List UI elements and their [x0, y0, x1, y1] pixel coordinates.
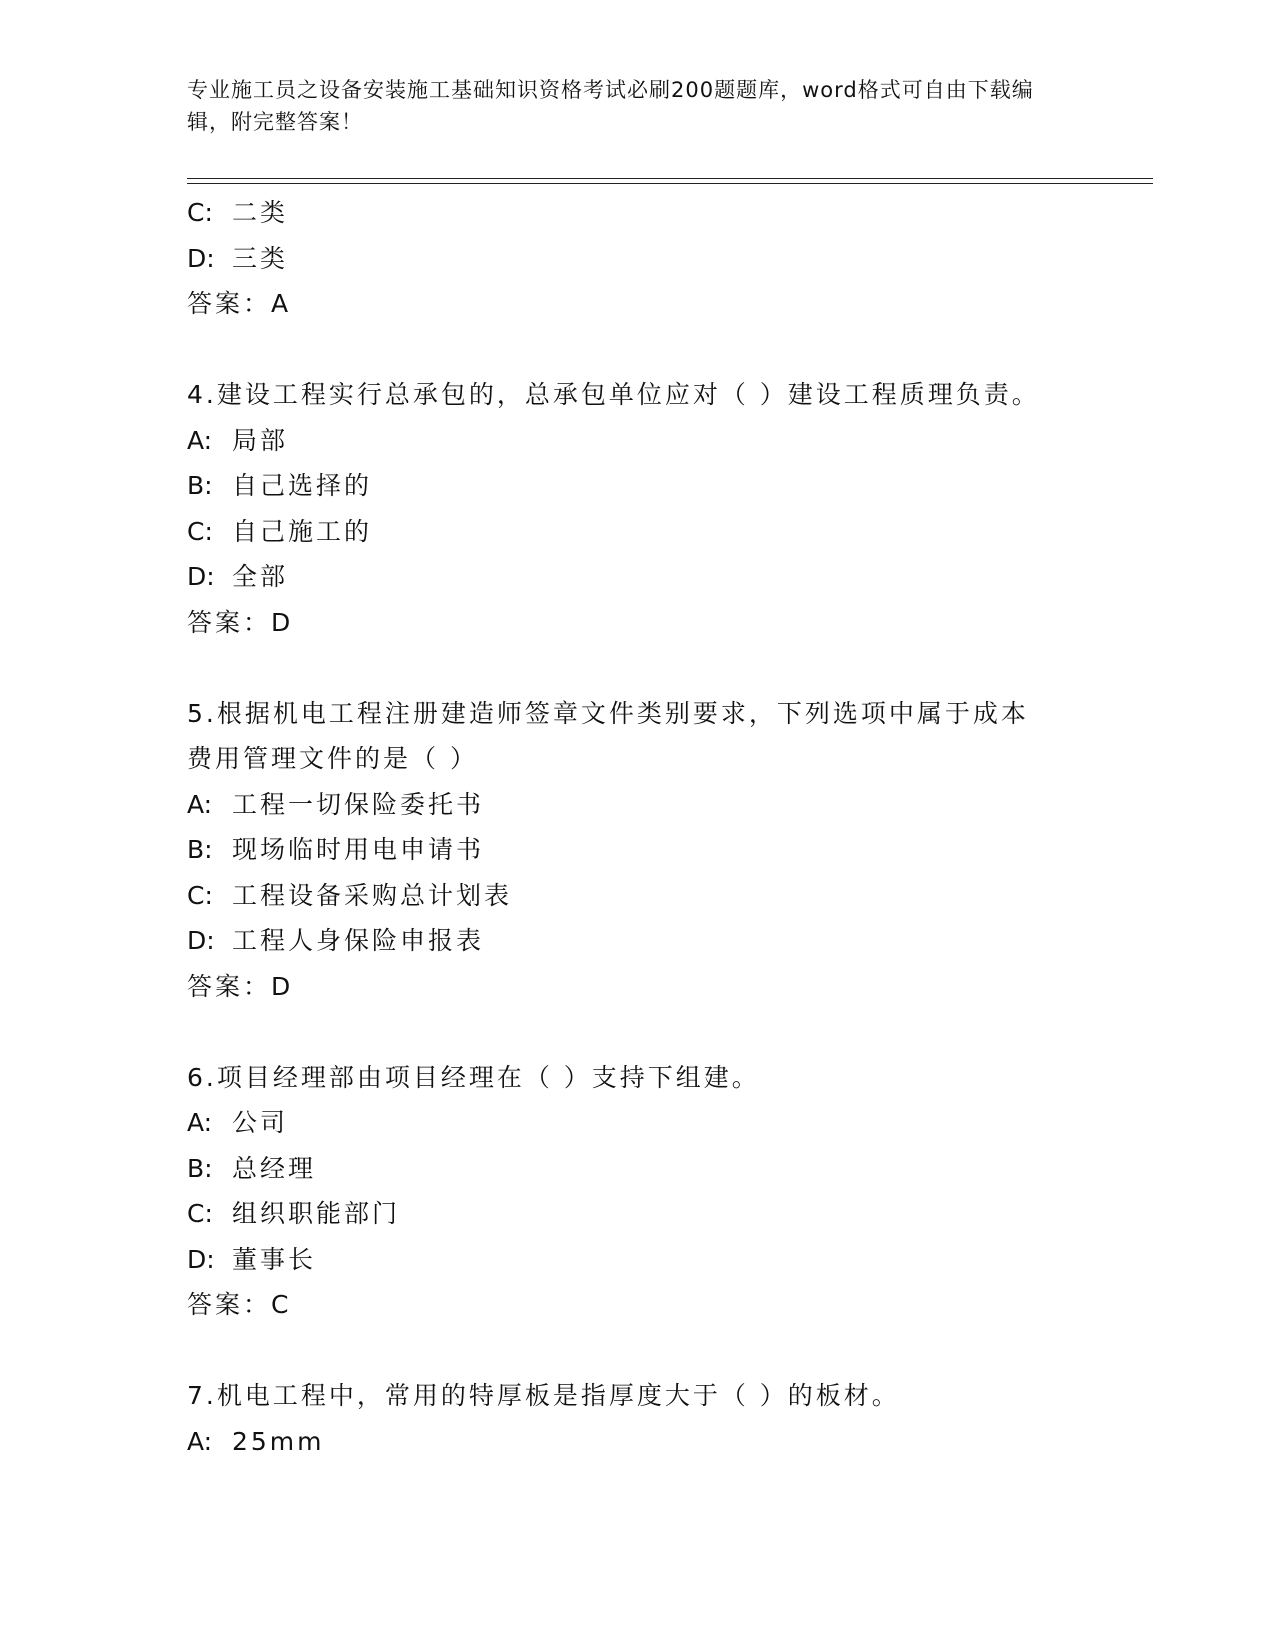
question-text: 4.建设工程实行总承包的，总承包单位应对（ ）建设工程质理负责。 — [187, 380, 1040, 409]
option-d: D: 全部 — [187, 562, 289, 591]
option-c: C: 工程设备采购总计划表 — [187, 880, 513, 910]
answer-line: 答案：D — [187, 971, 294, 1001]
option-d: D: 工程人身保险申报表 — [187, 926, 485, 955]
option-d: D: 三类 — [187, 243, 289, 273]
question-list — [187, 190, 1087, 1464]
header-rule-bottom — [187, 183, 1153, 184]
question-4 — [187, 372, 1087, 645]
question-text: 7.机电工程中，常用的特厚板是指厚度大于（ ）的板材。 — [187, 1381, 900, 1410]
option-a: A: 25mm — [187, 1426, 325, 1456]
option-d: D: 董事长 — [187, 1244, 317, 1274]
option-c: C: 自己施工的 — [187, 516, 373, 546]
option-c: C: 组织职能部门 — [187, 1199, 401, 1228]
question-text-line-2: 费用管理文件的是（ ） — [187, 744, 478, 773]
option-a: A: 局部 — [187, 425, 289, 455]
question-7 — [187, 1373, 1087, 1464]
question-text: 6.项目经理部由项目经理在（ ）支持下组建。 — [187, 1062, 760, 1092]
question-3-continued — [187, 190, 1087, 327]
header-rule-top — [187, 178, 1153, 179]
option-c: C: 二类 — [187, 198, 289, 227]
option-b: B: 自己选择的 — [187, 471, 373, 500]
header-title: 专业施工员之设备安装施工基础知识资格考试必刷200题题库，word格式可自由下载编辑，附完整答案！ — [187, 78, 1034, 134]
answer-line: 答案：C — [187, 1290, 292, 1319]
question-5 — [187, 691, 1087, 1010]
question-6 — [187, 1055, 1087, 1328]
option-b: B: 总经理 — [187, 1153, 317, 1183]
answer-line: 答案：D — [187, 607, 294, 637]
option-a: A: 工程一切保险委托书 — [187, 789, 485, 819]
answer-line: 答案：A — [187, 289, 292, 318]
option-a: A: 公司 — [187, 1108, 289, 1137]
option-b: B: 现场临时用电申请书 — [187, 835, 485, 864]
document-header — [187, 74, 1077, 138]
question-text-line-1: 5.根据机电工程注册建造师签章文件类别要求，下列选项中属于成本 — [187, 698, 1029, 728]
